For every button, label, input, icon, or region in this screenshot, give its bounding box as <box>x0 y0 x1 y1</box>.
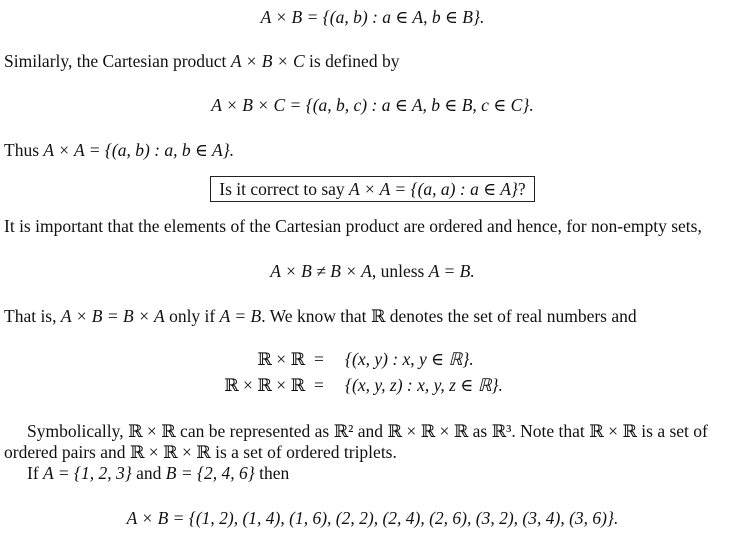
math-inline: B = {2, 4, 6} <box>165 463 255 483</box>
text-fragment: Thus <box>4 140 44 160</box>
text-fragment: . We know that <box>261 306 371 326</box>
math-inline: A × B = B × A <box>60 306 165 326</box>
math-inline: A × B ≠ B × A <box>270 261 372 281</box>
equation-lhs: ℝ × ℝ × ℝ <box>224 375 305 395</box>
math-inline: ℝ³ <box>491 421 512 441</box>
text-fragment: can be represented as <box>175 421 334 441</box>
equation-relation: = <box>314 375 324 395</box>
equation-rhs: {(x, y, z) : x, y, z ∈ ℝ}. <box>345 375 503 395</box>
text-fragment: is a set of ordered triplets. <box>210 442 397 462</box>
text-fragment: is a set of <box>636 421 708 441</box>
math-inline: A × A = {(a, a) : a ∈ A} <box>349 179 518 199</box>
equation-final-product: A × B = {(1, 2), (1, 4), (1, 6), (2, 2), (2, 4), (2, 6), (3, 2), (3, 4), (3, 6)}. <box>126 508 619 528</box>
inequality-line <box>0 260 745 282</box>
equation-cartesian-abc: A × B × C = {(a, b, c) : a ∈ A, b ∈ B, c ∈ C}. <box>211 95 534 115</box>
math-inline: A × A = {(a, b) : a, b ∈ A}. <box>43 140 235 160</box>
text-line-that-is <box>4 305 637 327</box>
math-inline: ℝ × ℝ × ℝ <box>129 442 211 462</box>
math-inline: ℝ² <box>333 421 354 441</box>
text-fragment: only if <box>164 306 220 326</box>
text-fragment: . Note that <box>511 421 590 441</box>
math-inline: A × B × C <box>230 51 305 71</box>
equation-lhs: ℝ × ℝ <box>257 349 305 369</box>
math-inline: ℝ × ℝ × ℝ <box>387 421 469 441</box>
text-fragment: is defined by <box>304 51 400 71</box>
text-fragment: Symbolically, <box>27 421 128 441</box>
text-fragment: and <box>131 463 166 483</box>
math-inline: ℝ <box>370 306 386 326</box>
text-fragment: Is it correct to say <box>219 179 350 199</box>
text-line-important: It is important that the elements of the Cartesian product are ordered and hence, for non-empty sets, <box>4 216 702 236</box>
text-line-similarly <box>4 50 399 72</box>
math-inline: ℝ × ℝ <box>589 421 637 441</box>
paragraph-symbolically-line2 <box>4 441 397 463</box>
text-fragment: and <box>353 421 388 441</box>
question-box-row <box>0 176 745 202</box>
text-line-thus <box>4 139 234 161</box>
text-fragment: ordered pairs and <box>4 442 130 462</box>
text-fragment: denotes the set of real numbers and <box>385 306 637 326</box>
text-fragment: , unless <box>371 261 429 281</box>
paragraph-symbolically-line1 <box>27 420 708 442</box>
math-inline: A = {1, 2, 3} <box>43 463 132 483</box>
text-fragment: Similarly, the Cartesian product <box>4 51 231 71</box>
text-line-if <box>27 462 289 484</box>
equation-relation: = <box>314 349 324 369</box>
math-inline: A = B <box>219 306 262 326</box>
equation-cartesian-ab: A × B = {(a, b) : a ∈ A, b ∈ B}. <box>260 7 485 27</box>
question-box <box>210 176 534 202</box>
math-inline: A = B. <box>428 261 475 281</box>
text-fragment: That is, <box>4 306 61 326</box>
text-fragment: If <box>27 463 44 483</box>
equation-rhs: {(x, y) : x, y ∈ ℝ}. <box>345 349 474 369</box>
text-fragment: ? <box>517 179 526 199</box>
text-fragment: as <box>468 421 492 441</box>
text-fragment: then <box>254 463 290 483</box>
math-inline: ℝ × ℝ <box>127 421 176 441</box>
